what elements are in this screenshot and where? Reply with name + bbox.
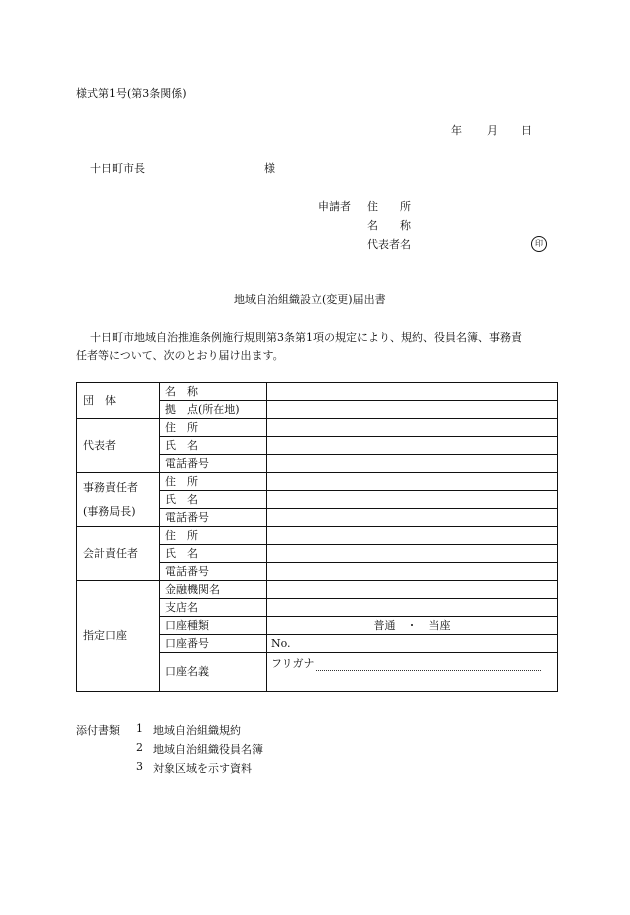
date-day-label: 日 [521,124,532,137]
date-year-label: 年 [451,124,462,137]
value-bank-name[interactable] [267,581,558,599]
applicant-label: 申請者 [318,200,351,213]
field-office-address: 住 所 [160,473,267,491]
value-office-address[interactable] [267,473,558,491]
field-rep-phone: 電話番号 [160,455,267,473]
group-office-line-1: 事務責任者 [83,480,138,494]
value-rep-name[interactable] [267,437,558,455]
field-account-type: 口座種類 [160,617,267,635]
value-account-number[interactable] [267,635,558,653]
attachment-item-1: 地域自治組織規約 [153,724,241,737]
field-account-phone: 電話番号 [160,563,267,581]
body-line-2: 任者等について、次のとおり届け出ます。 [76,349,284,362]
field-office-phone: 電話番号 [160,509,267,527]
field-account-name: 氏 名 [160,545,267,563]
form-number: 様式第1号(第3条関係) [76,87,187,100]
table-row [77,581,558,599]
application-table [76,382,558,692]
field-dantai-base: 拠 点(所在地) [160,401,267,419]
seal-mark: 印 [531,236,547,252]
value-account-phone[interactable] [267,563,558,581]
attachment-item-3: 対象区域を示す資料 [153,762,252,775]
account-number-prefix: No. [271,636,291,650]
attachment-no-3: 3 [136,760,143,773]
group-accountant: 会計責任者 [77,527,160,581]
value-office-phone[interactable] [267,509,558,527]
document-title: 地域自治組織設立(変更)届出書 [234,293,386,306]
value-account-address[interactable] [267,527,558,545]
applicant-name-label: 名 称 [367,219,411,232]
group-dantai: 団 体 [77,383,160,419]
addressee: 十日町市長 [90,162,145,175]
group-office-line-2: (事務局長) [83,504,136,518]
field-bank-name: 金融機関名 [160,581,267,599]
group-office-manager [77,473,160,527]
attachments-label: 添付書類 [76,724,120,737]
value-dantai-base[interactable] [267,401,558,419]
table-row [77,419,558,437]
date-month-label: 月 [487,124,498,137]
group-bank-account: 指定口座 [77,581,160,692]
group-representative: 代表者 [77,419,160,473]
value-account-type[interactable]: 普通 ・ 当座 [267,617,558,635]
field-account-holder: 口座名義 [160,653,267,692]
attachment-item-2: 地域自治組織役員名簿 [153,743,263,756]
value-rep-phone[interactable] [267,455,558,473]
field-office-name: 氏 名 [160,491,267,509]
body-line-1: 十日町市地域自治推進条例施行規則第3条第1項の規定により、規約、役員名簿、事務責 [90,331,522,344]
value-dantai-name[interactable] [267,383,558,401]
attachment-no-2: 2 [136,741,143,754]
value-branch-name[interactable] [267,599,558,617]
furigana-line [316,660,541,671]
field-dantai-name: 名 称 [160,383,267,401]
honorific: 様 [264,162,275,175]
table-row [77,527,558,545]
furigana-label: フリガナ [271,657,315,670]
applicant-address-label: 住 所 [367,200,411,213]
value-office-name[interactable] [267,491,558,509]
table-row [77,383,558,401]
attachment-no-1: 1 [136,722,143,735]
value-rep-address[interactable] [267,419,558,437]
field-rep-address: 住 所 [160,419,267,437]
value-account-holder[interactable] [267,653,558,692]
applicant-representative-label: 代表者名 [367,238,411,251]
field-account-address: 住 所 [160,527,267,545]
value-account-name[interactable] [267,545,558,563]
field-branch-name: 支店名 [160,599,267,617]
table-row [77,473,558,491]
field-account-number: 口座番号 [160,635,267,653]
field-rep-name: 氏 名 [160,437,267,455]
